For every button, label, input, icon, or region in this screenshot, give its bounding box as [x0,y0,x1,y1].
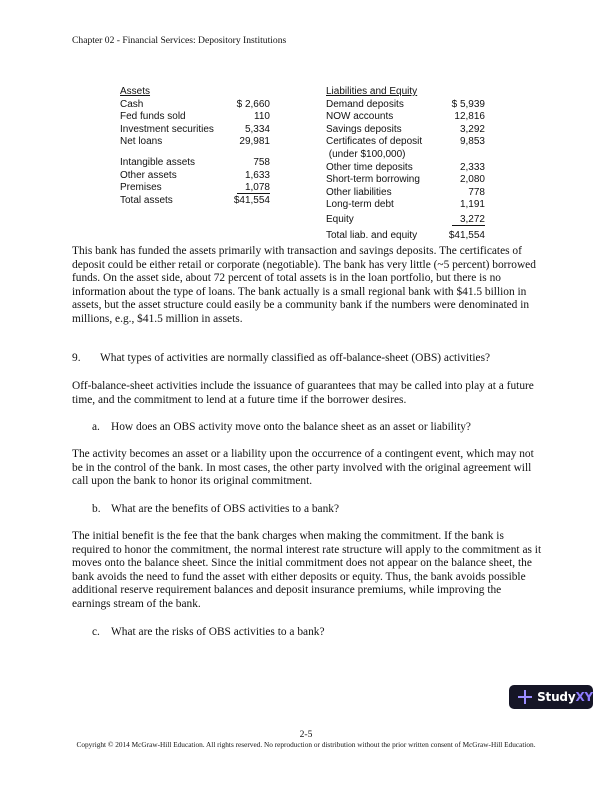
question-9c [72,626,542,640]
question-9b [72,503,542,517]
brand-logo-text [537,690,593,704]
row-value: $ 2,660 [236,98,270,110]
table-row [326,214,485,227]
row-label: (under $100,000) [326,148,406,160]
liabilities-heading: Liabilities and Equity [326,86,418,97]
page-number: 2-5 [299,729,313,740]
question-text: What types of activities are normally classified as off-balance-sheet (OBS) activities? [100,352,491,364]
row-label: Other liabilities [326,186,392,198]
row-value: $41,554 [233,194,270,206]
table-row [326,136,485,149]
brand-main: Study [537,690,576,704]
question-letter: b. [92,503,101,515]
row-value: 12,816 [454,111,485,123]
brand-accent: XY [575,690,593,704]
table-row-total [326,230,485,243]
row-value: 5,334 [244,123,270,135]
row-label: Total assets [120,194,173,206]
row-value: 2,333 [459,161,485,173]
answer-8-paragraph [72,245,542,326]
row-label: Cash [120,98,144,110]
row-label: Other time deposits [326,161,413,173]
row-label: Total liab. and equity [326,229,418,241]
page-header: Chapter 02 - Financial Services: Depository Institutions [72,35,287,46]
row-label: Short-term borrowing [326,174,420,186]
answer-text: Off-balance-sheet activities include the issuance of guarantees that may be called into play at a future time, and the commitment to lend at a future time if the borrower desires. [72,380,534,406]
row-value: 3,272 [452,214,485,226]
question-letter: c. [92,626,100,638]
question-letter: a. [92,421,100,433]
answer-text: The activity becomes an asset or a liability upon the occurrence of a contingent event, which may not be in the control of the bank. In most cases, the other party involved with the original agreement will call upon the bank to honor its original commitment. [72,448,534,487]
question-number: 9. [72,352,81,364]
row-label: Certificates of deposit [326,136,423,148]
row-value: 3,292 [459,123,485,135]
row-value: 9,853 [459,136,485,148]
table-row-total [120,195,270,208]
assets-column [120,86,270,207]
table-row [326,111,485,124]
answer-9b-paragraph [72,530,542,611]
table-row [326,124,485,137]
row-label: Premises [120,182,162,194]
table-row [120,99,270,112]
row-label: Other assets [120,169,177,181]
table-row [326,149,485,162]
table-row [120,182,270,195]
table-row [326,187,485,200]
table-row [120,136,270,149]
row-label: Demand deposits [326,98,404,110]
row-value: $41,554 [448,229,485,241]
table-row [326,162,485,175]
row-value: 1,078 [237,182,270,194]
table-row [120,170,270,183]
row-label: Fed funds sold [120,111,186,123]
liabilities-column [326,86,485,242]
answer-9a-paragraph [72,448,542,489]
plus-icon [518,690,531,704]
table-row [120,157,270,170]
row-value: 778 [468,186,485,198]
row-label: Savings deposits [326,123,402,135]
row-value: 1,633 [244,169,270,181]
question-text: What are the risks of OBS activities to a bank? [111,626,325,638]
row-value: 758 [253,156,270,168]
assets-heading: Assets [120,86,151,97]
table-row [120,124,270,137]
answer-9-paragraph [72,380,542,407]
row-value: 2,080 [459,174,485,186]
table-row [326,174,485,187]
row-label: Equity [326,214,354,226]
table-row [120,111,270,124]
answer-text: The initial benefit is the fee that the bank charges when making the commitment. If the bank is required to honor the commitment, the normal interest rate structure will apply to the commitment as it moves onto the balance sheet. Since the initial commitment does not appear on the balance sheet, the bank avoids the need to fund the asset with either deposits or equity. Thus, the bank avoids possible additional reserve requirement balances and deposit insurance premiums, while improving the earnings stream of the bank. [72,530,542,610]
row-label: Intangible assets [120,156,196,168]
row-value: 110 [254,111,270,123]
question-text: What are the benefits of OBS activities to a bank? [111,503,340,515]
answer-text: This bank has funded the assets primarily with transaction and savings deposits. The certificates of deposit could be either retail or corporate (negotiable). The bank has very little (~5 percent) borrowed funds. On the asset side, about 72 percent of total assets is in the loan portfolio, but there is no information about the type of loans. The bank actually is a small regional bank with $41.5 billion in assets, but the asset structure could easily be a community bank if the numbers were denominated in millions, e.g., $41.5 million in assets. [72,245,536,325]
studyxy-badge[interactable] [509,685,593,709]
question-9 [72,352,542,366]
row-label: Long-term debt [326,199,394,211]
row-label: Investment securities [120,123,214,135]
question-text: How does an OBS activity move onto the balance sheet as an asset or liability? [111,421,471,433]
row-label: Net loans [120,136,163,148]
question-9a [72,421,542,435]
row-value: $ 5,939 [451,98,485,110]
row-value: 29,981 [239,136,270,148]
copyright-notice: Copyright © 2014 McGraw-Hill Education. All rights reserved. No reproduction or distribution without the prior written consent of McGraw-Hill Education. [76,740,536,749]
row-value: 1,191 [459,199,485,211]
table-row [326,99,485,112]
row-label: NOW accounts [326,111,394,123]
table-row [326,199,485,212]
